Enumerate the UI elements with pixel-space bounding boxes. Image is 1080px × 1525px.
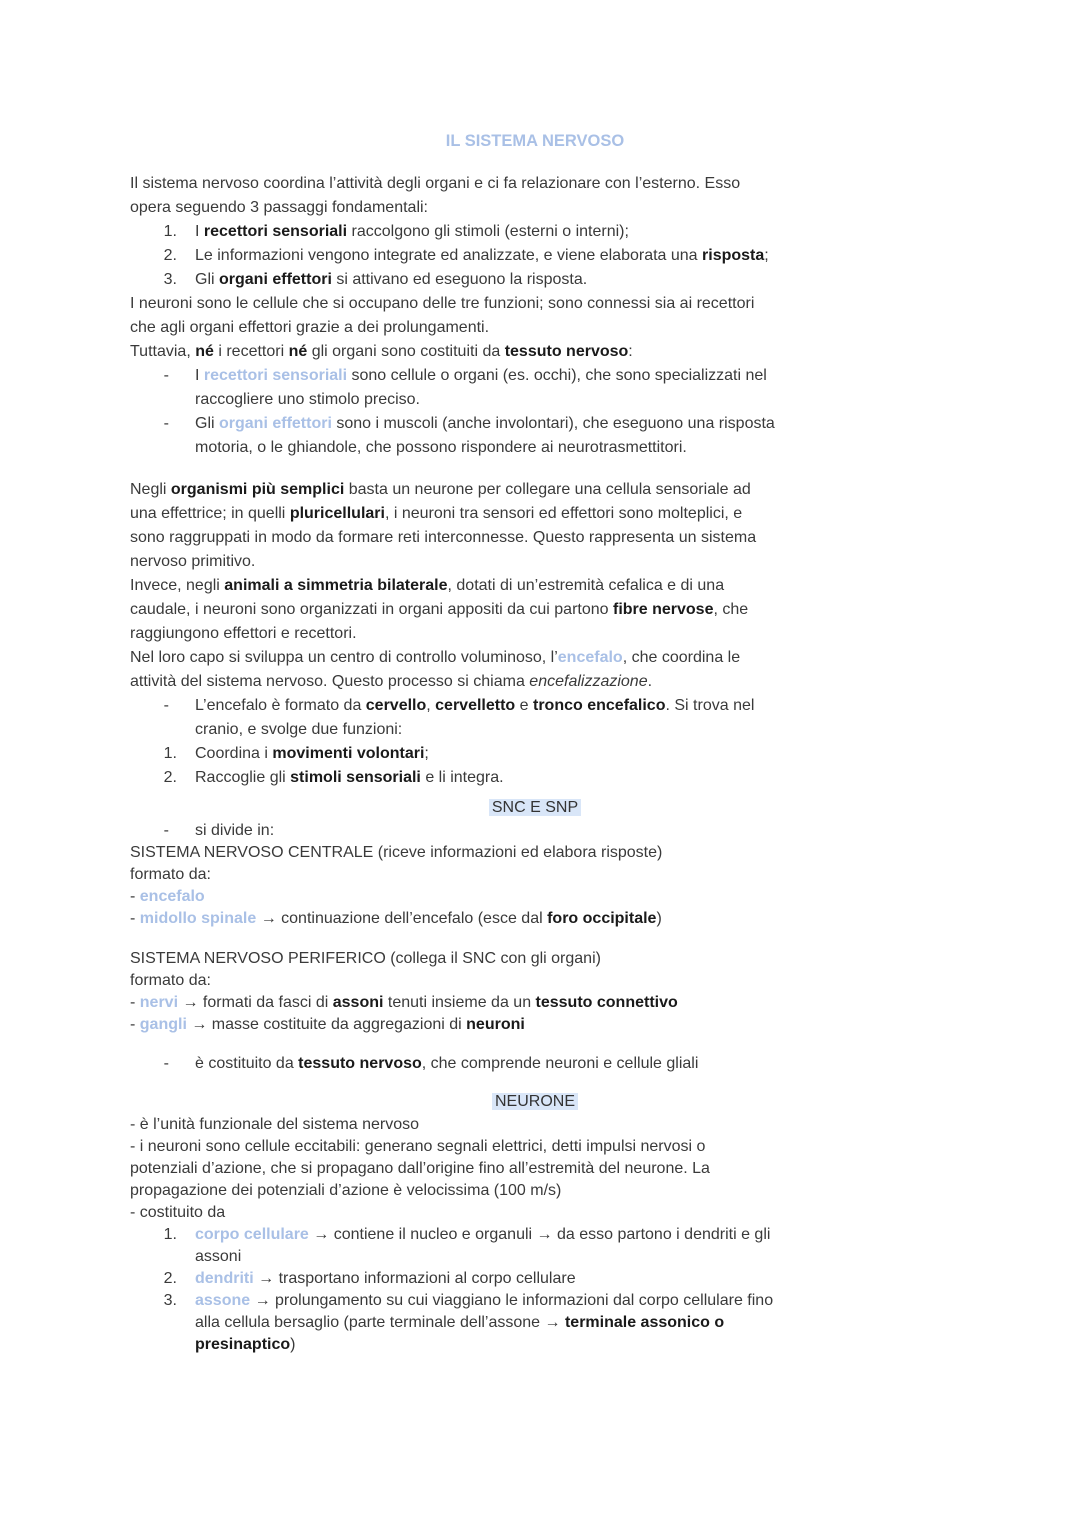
- paragraph-line: Negli organismi più semplici basta un neurone per collegare una cellula sensoriale ad: [130, 481, 751, 498]
- bullet-item-continued: raccogliere uno stimolo preciso.: [195, 391, 420, 408]
- paragraph-line: - costituito da: [130, 1204, 226, 1221]
- keyword: encefalo: [557, 649, 623, 666]
- bullet-item: - è costituito da tessuto nervoso, che comprende neuroni e cellule gliali: [163, 1055, 699, 1072]
- paragraph-line: propagazione dei potenziali d’azione è velocissima (100 m/s): [130, 1182, 562, 1199]
- list-item: - midollo spinale → continuazione dell’encefalo (esce dal foro occipitale): [130, 910, 662, 927]
- list-item: - nervi → formati da fasci di assoni tenuti insieme da un tessuto connettivo: [130, 994, 678, 1011]
- bullet-item-continued: cranio, e svolge due funzioni:: [195, 721, 403, 738]
- numbered-item: 1. I recettori sensoriali raccolgono gli stimoli (esterni o interni);: [163, 223, 629, 240]
- section-heading-highlight: NEURONE: [492, 1093, 578, 1110]
- paragraph-line: Invece, negli animali a simmetria bilaterale, dotati di un’estremità cefalica e di una: [130, 577, 725, 594]
- section-heading-highlight: SNC E SNP: [489, 799, 581, 816]
- paragraph-line: I neuroni sono le cellule che si occupano delle tre funzioni; sono connessi sia ai recettori: [130, 295, 755, 312]
- numbered-item: 1. corpo cellulare → contiene il nucleo e organuli → da esso partono i dendriti e gli: [163, 1226, 771, 1243]
- document-title: IL SISTEMA NERVOSO: [445, 132, 625, 150]
- keyword: nervi: [139, 994, 179, 1011]
- numbered-item: 2. Raccoglie gli stimoli sensoriali e li integra.: [163, 769, 504, 786]
- paragraph-line: formato da:: [130, 866, 211, 883]
- numbered-item: 2. dendriti → trasportano informazioni al corpo cellulare: [163, 1270, 576, 1287]
- keyword: corpo cellulare: [195, 1226, 309, 1243]
- numbered-item-continued: assoni: [195, 1248, 242, 1265]
- paragraph-line: caudale, i neuroni sono organizzati in organi appositi da cui partono fibre nervose, che: [130, 601, 749, 618]
- paragraph-line: - i neuroni sono cellule eccitabili: generano segnali elettrici, detti impulsi nervosi o: [130, 1138, 706, 1155]
- paragraph-line: formato da:: [130, 972, 211, 989]
- bullet-item: - si divide in:: [163, 822, 275, 839]
- document-page: [130, 128, 940, 1356]
- bullet-item: - Gli organi effettori sono i muscoli (anche involontari), che eseguono una risposta: [163, 415, 775, 432]
- paragraph-line: Tuttavia, né i recettori né gli organi sono costituiti da tessuto nervoso:: [130, 343, 633, 360]
- keyword: recettori sensoriali: [203, 367, 348, 384]
- keyword: assone: [195, 1292, 251, 1309]
- paragraph-line: SISTEMA NERVOSO PERIFERICO (collega il SNC con gli organi): [130, 950, 601, 967]
- paragraph-line: potenziali d’azione, che si propagano dall’origine fino all’estremità del neurone. La: [130, 1160, 710, 1177]
- paragraph-line: sono raggruppati in modo da formare reti interconnesse. Questo rappresenta un sistema: [130, 529, 757, 546]
- keyword: organi effettori: [219, 415, 332, 432]
- keyword: encefalo: [139, 888, 205, 905]
- list-item: - gangli → masse costituite da aggregazioni di neuroni: [130, 1016, 525, 1033]
- paragraph-line: Nel loro capo si sviluppa un centro di controllo voluminoso, l’encefalo, che coordina le: [130, 649, 741, 666]
- keyword: midollo spinale: [139, 910, 257, 927]
- list-item: - encefalo: [130, 888, 205, 905]
- paragraph-line: Il sistema nervoso coordina l’attività degli organi e ci fa relazionare con l’esterno. Esso: [130, 175, 741, 192]
- bullet-item: - L’encefalo è formato da cervello, cervelletto e tronco encefalico. Si trova nel: [163, 697, 755, 714]
- numbered-item: 3. assone → prolungamento su cui viaggiano le informazioni dal corpo cellulare fino: [163, 1292, 774, 1309]
- paragraph-line: una effettrice; in quelli pluricellulari, i neuroni tra sensori ed effettori sono molteplici, e: [130, 505, 743, 522]
- bullet-item-continued: motoria, o le ghiandole, che possono rispondere ai neurotrasmettitori.: [195, 439, 687, 456]
- paragraph-line: - è l’unità funzionale del sistema nervoso: [130, 1116, 420, 1133]
- bullet-item: - I recettori sensoriali sono cellule o organi (es. occhi), che sono specializzati nel: [163, 367, 767, 384]
- numbered-item: 2. Le informazioni vengono integrate ed analizzate, e viene elaborata una risposta;: [163, 247, 769, 264]
- section-heading: [130, 796, 940, 820]
- paragraph-line: opera seguendo 3 passaggi fondamentali:: [130, 199, 428, 216]
- keyword: dendriti: [195, 1270, 254, 1287]
- numbered-item: 3. Gli organi effettori si attivano ed eseguono la risposta.: [163, 271, 588, 288]
- paragraph-line: nervoso primitivo.: [130, 553, 256, 570]
- numbered-item: 1. Coordina i movimenti volontari;: [163, 745, 429, 762]
- paragraph-line: attività del sistema nervoso. Questo processo si chiama encefalizzazione.: [130, 673, 653, 690]
- numbered-item-continued: alla cellula bersaglio (parte terminale dell’assone → terminale assonico o: [195, 1314, 725, 1331]
- section-heading: [130, 1090, 940, 1114]
- keyword: gangli: [139, 1016, 187, 1033]
- paragraph-line: SISTEMA NERVOSO CENTRALE (riceve informazioni ed elabora risposte): [130, 844, 663, 861]
- paragraph-line: che agli organi effettori grazie a dei prolungamenti.: [130, 319, 490, 336]
- paragraph-line: raggiungono effettori e recettori.: [130, 625, 357, 642]
- numbered-item-continued: presinaptico): [195, 1336, 296, 1353]
